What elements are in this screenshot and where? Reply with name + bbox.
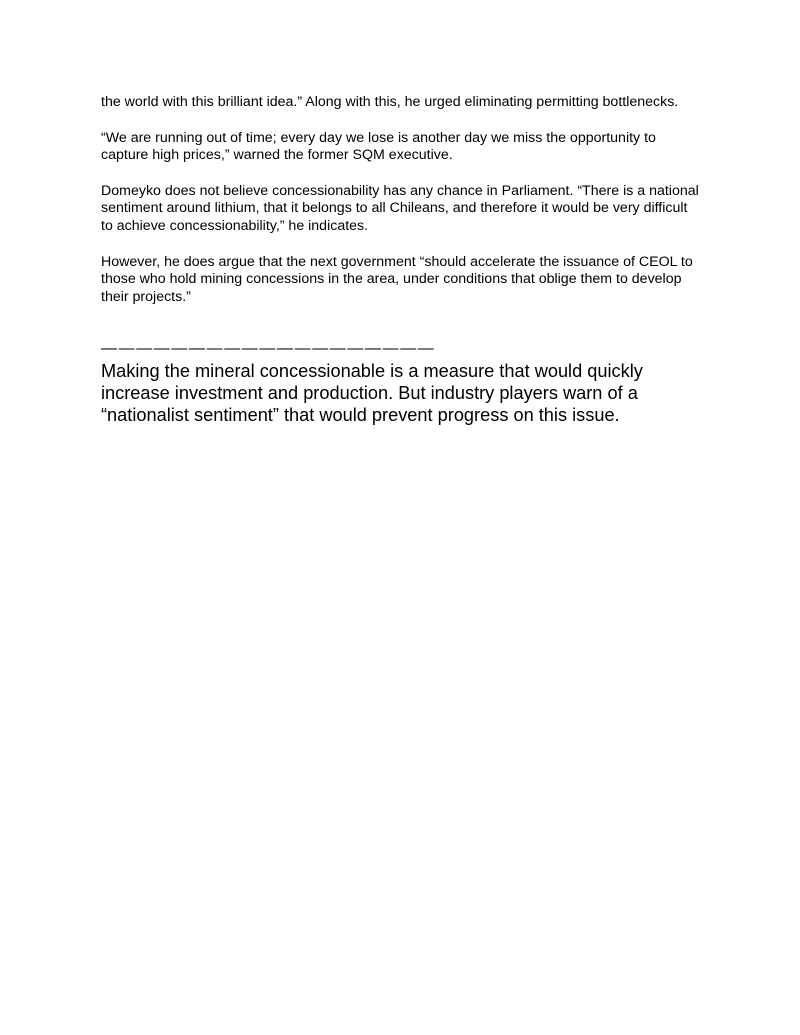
body-paragraph-1: the world with this brilliant idea.” Along with this, he urged eliminating permitting bottlenecks. <box>101 94 679 110</box>
body-paragraph-4: However, he does argue that the next government “should accelerate the issuance of CEOL to those who hold mining concessions in the area, under conditions that oblige them to develop their projects.” <box>101 253 693 305</box>
section-divider: ——————————————————— <box>101 341 436 358</box>
body-paragraph-2: “We are running out of time; every day we lose is another day we miss the opportunity to capture high prices,” warned the former SQM executive. <box>101 129 656 164</box>
summary-text: Making the mineral concessionable is a measure that would quickly increase investment and production. But industry players warn of a “nationalist sentiment” that would prevent progress on this issue. <box>101 361 643 426</box>
document-page <box>101 94 701 426</box>
body-paragraph-3: Domeyko does not believe concessionability has any chance in Parliament. “There is a national sentiment around lithium, that it belongs to all Chileans, and therefore it would be very difficult to achieve concessionability,” he indicates. <box>101 182 699 234</box>
